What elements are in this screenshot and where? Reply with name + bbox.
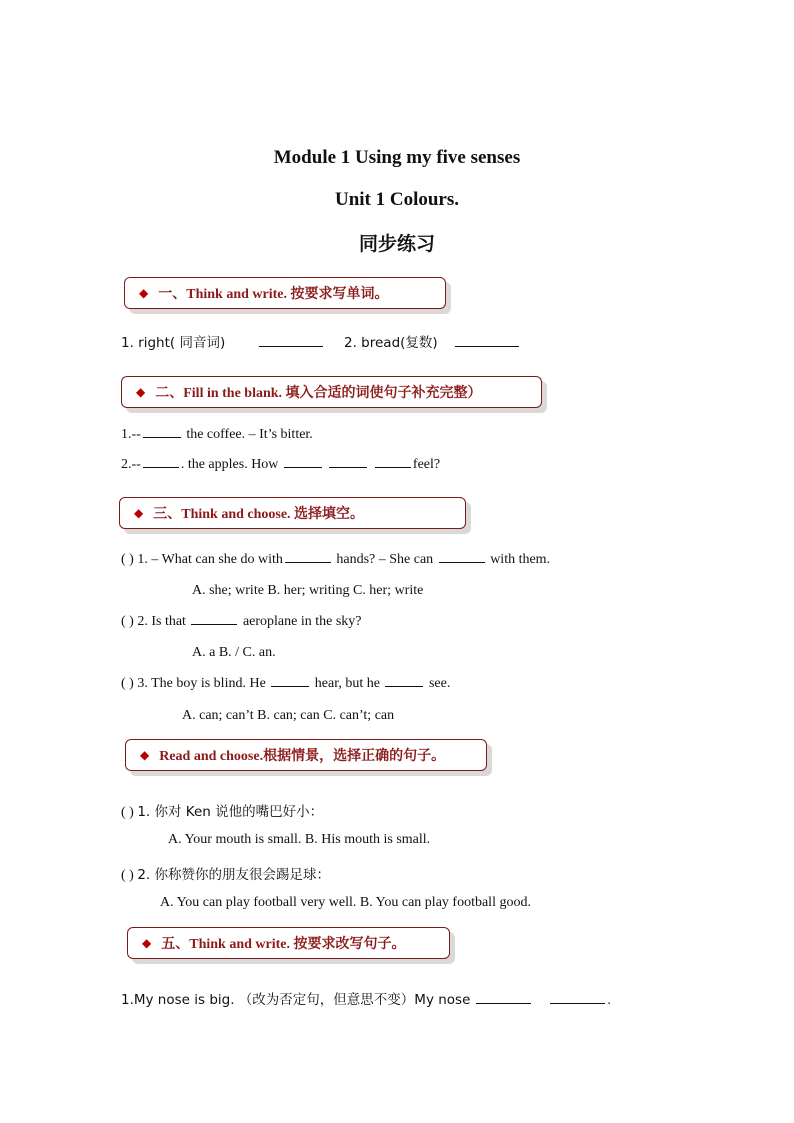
question-text: 2. bread(复数) (344, 335, 438, 351)
answer-blank[interactable] (455, 345, 519, 347)
section-2-banner (121, 376, 542, 408)
answer-blank[interactable] (143, 466, 179, 468)
question-text: 1. 你对 Ken 说他的嘴巴好小： (137, 804, 324, 820)
diamond-icon: ◆ (142, 935, 152, 950)
unit-title: Unit 1 Colours. (334, 189, 460, 210)
answer-blank[interactable] (550, 1002, 605, 1004)
question-text: . (607, 993, 611, 1008)
answer-blank[interactable] (375, 466, 411, 468)
question-text: see. (428, 676, 451, 691)
section-3-options-3: A. can; can’t B. can; can C. can’t; can (182, 708, 395, 723)
answer-paren[interactable]: ( ) (121, 552, 134, 567)
section-1-question-1 (121, 331, 325, 352)
answer-blank[interactable] (284, 466, 322, 468)
section-3-question-1 (121, 552, 550, 568)
question-text: 2. Is that (137, 614, 186, 629)
section-5-banner (127, 927, 450, 959)
worksheet-subtitle: 同步练习 (358, 233, 435, 255)
section-2-title: 二、Fill in the blank. 填入合适的词使句子补充完整） (155, 386, 482, 401)
answer-blank[interactable] (191, 623, 237, 625)
question-text: 1. – What can she do with (137, 552, 283, 567)
question-prefix: 2.-- (121, 457, 141, 472)
section-1-question-2 (344, 331, 521, 352)
answer-paren[interactable]: ( ) (121, 805, 134, 820)
diamond-icon: ◆ (136, 384, 146, 399)
section-4-question-1 (121, 800, 323, 821)
answer-blank[interactable] (385, 685, 423, 687)
answer-paren[interactable]: ( ) (121, 676, 134, 691)
section-4-options-2: A. You can play football very well. B. You can play football good. (160, 895, 531, 910)
question-text: the coffee. – It’s bitter. (186, 427, 313, 442)
question-text: aeroplane in the sky? (242, 614, 362, 629)
section-4-question-2 (121, 863, 330, 884)
section-3-title: 三、Think and choose. 选择填空。 (153, 507, 365, 522)
answer-blank[interactable] (271, 685, 309, 687)
answer-blank[interactable] (285, 561, 331, 563)
diamond-icon: ◆ (140, 747, 150, 762)
section-2-question-1 (121, 427, 313, 443)
question-text: 1.My nose is big. （改为否定句，但意思不变）My nose (121, 992, 471, 1008)
answer-paren[interactable]: ( ) (121, 614, 134, 629)
section-1-title: 一、Think and write. 按要求写单词。 (158, 287, 389, 302)
question-text: hear, but he (314, 676, 380, 691)
answer-blank[interactable] (329, 466, 367, 468)
answer-blank[interactable] (143, 436, 181, 438)
question-text: 3. The boy is blind. He (137, 676, 266, 691)
section-1-banner (124, 277, 446, 309)
diamond-icon: ◆ (134, 505, 144, 520)
section-3-options-2: A. a B. / C. an. (192, 645, 276, 660)
section-3-question-2 (121, 614, 362, 630)
question-text: with them. (490, 552, 551, 567)
section-4-title: Read and choose.根据情景，选择正确的句子。 (159, 749, 446, 764)
section-4-options-1: A. Your mouth is small. B. His mouth is small. (168, 832, 431, 847)
question-text: 2. 你称赞你的朋友很会踢足球： (137, 867, 330, 883)
question-prefix: 1.-- (121, 427, 141, 442)
answer-blank[interactable] (439, 561, 485, 563)
section-3-question-3 (121, 676, 450, 692)
section-5-question-1 (121, 988, 611, 1009)
answer-blank[interactable] (476, 1002, 531, 1004)
section-3-banner (119, 497, 466, 529)
question-text: feel? (412, 457, 441, 472)
section-3-options-1: A. she; write B. her; writing C. her; write (192, 583, 424, 598)
question-text: 1. right( 同音词) (121, 335, 226, 351)
diamond-icon: ◆ (139, 285, 149, 300)
section-5-title: 五、Think and write. 按要求改写句子。 (161, 937, 406, 952)
section-4-banner (125, 739, 487, 771)
module-title: Module 1 Using my five senses (273, 147, 521, 168)
section-2-question-2 (121, 457, 440, 473)
answer-paren[interactable]: ( ) (121, 868, 134, 883)
question-text: hands? – She can (336, 552, 434, 567)
answer-blank[interactable] (259, 345, 323, 347)
question-text: . the apples. How (180, 457, 279, 472)
